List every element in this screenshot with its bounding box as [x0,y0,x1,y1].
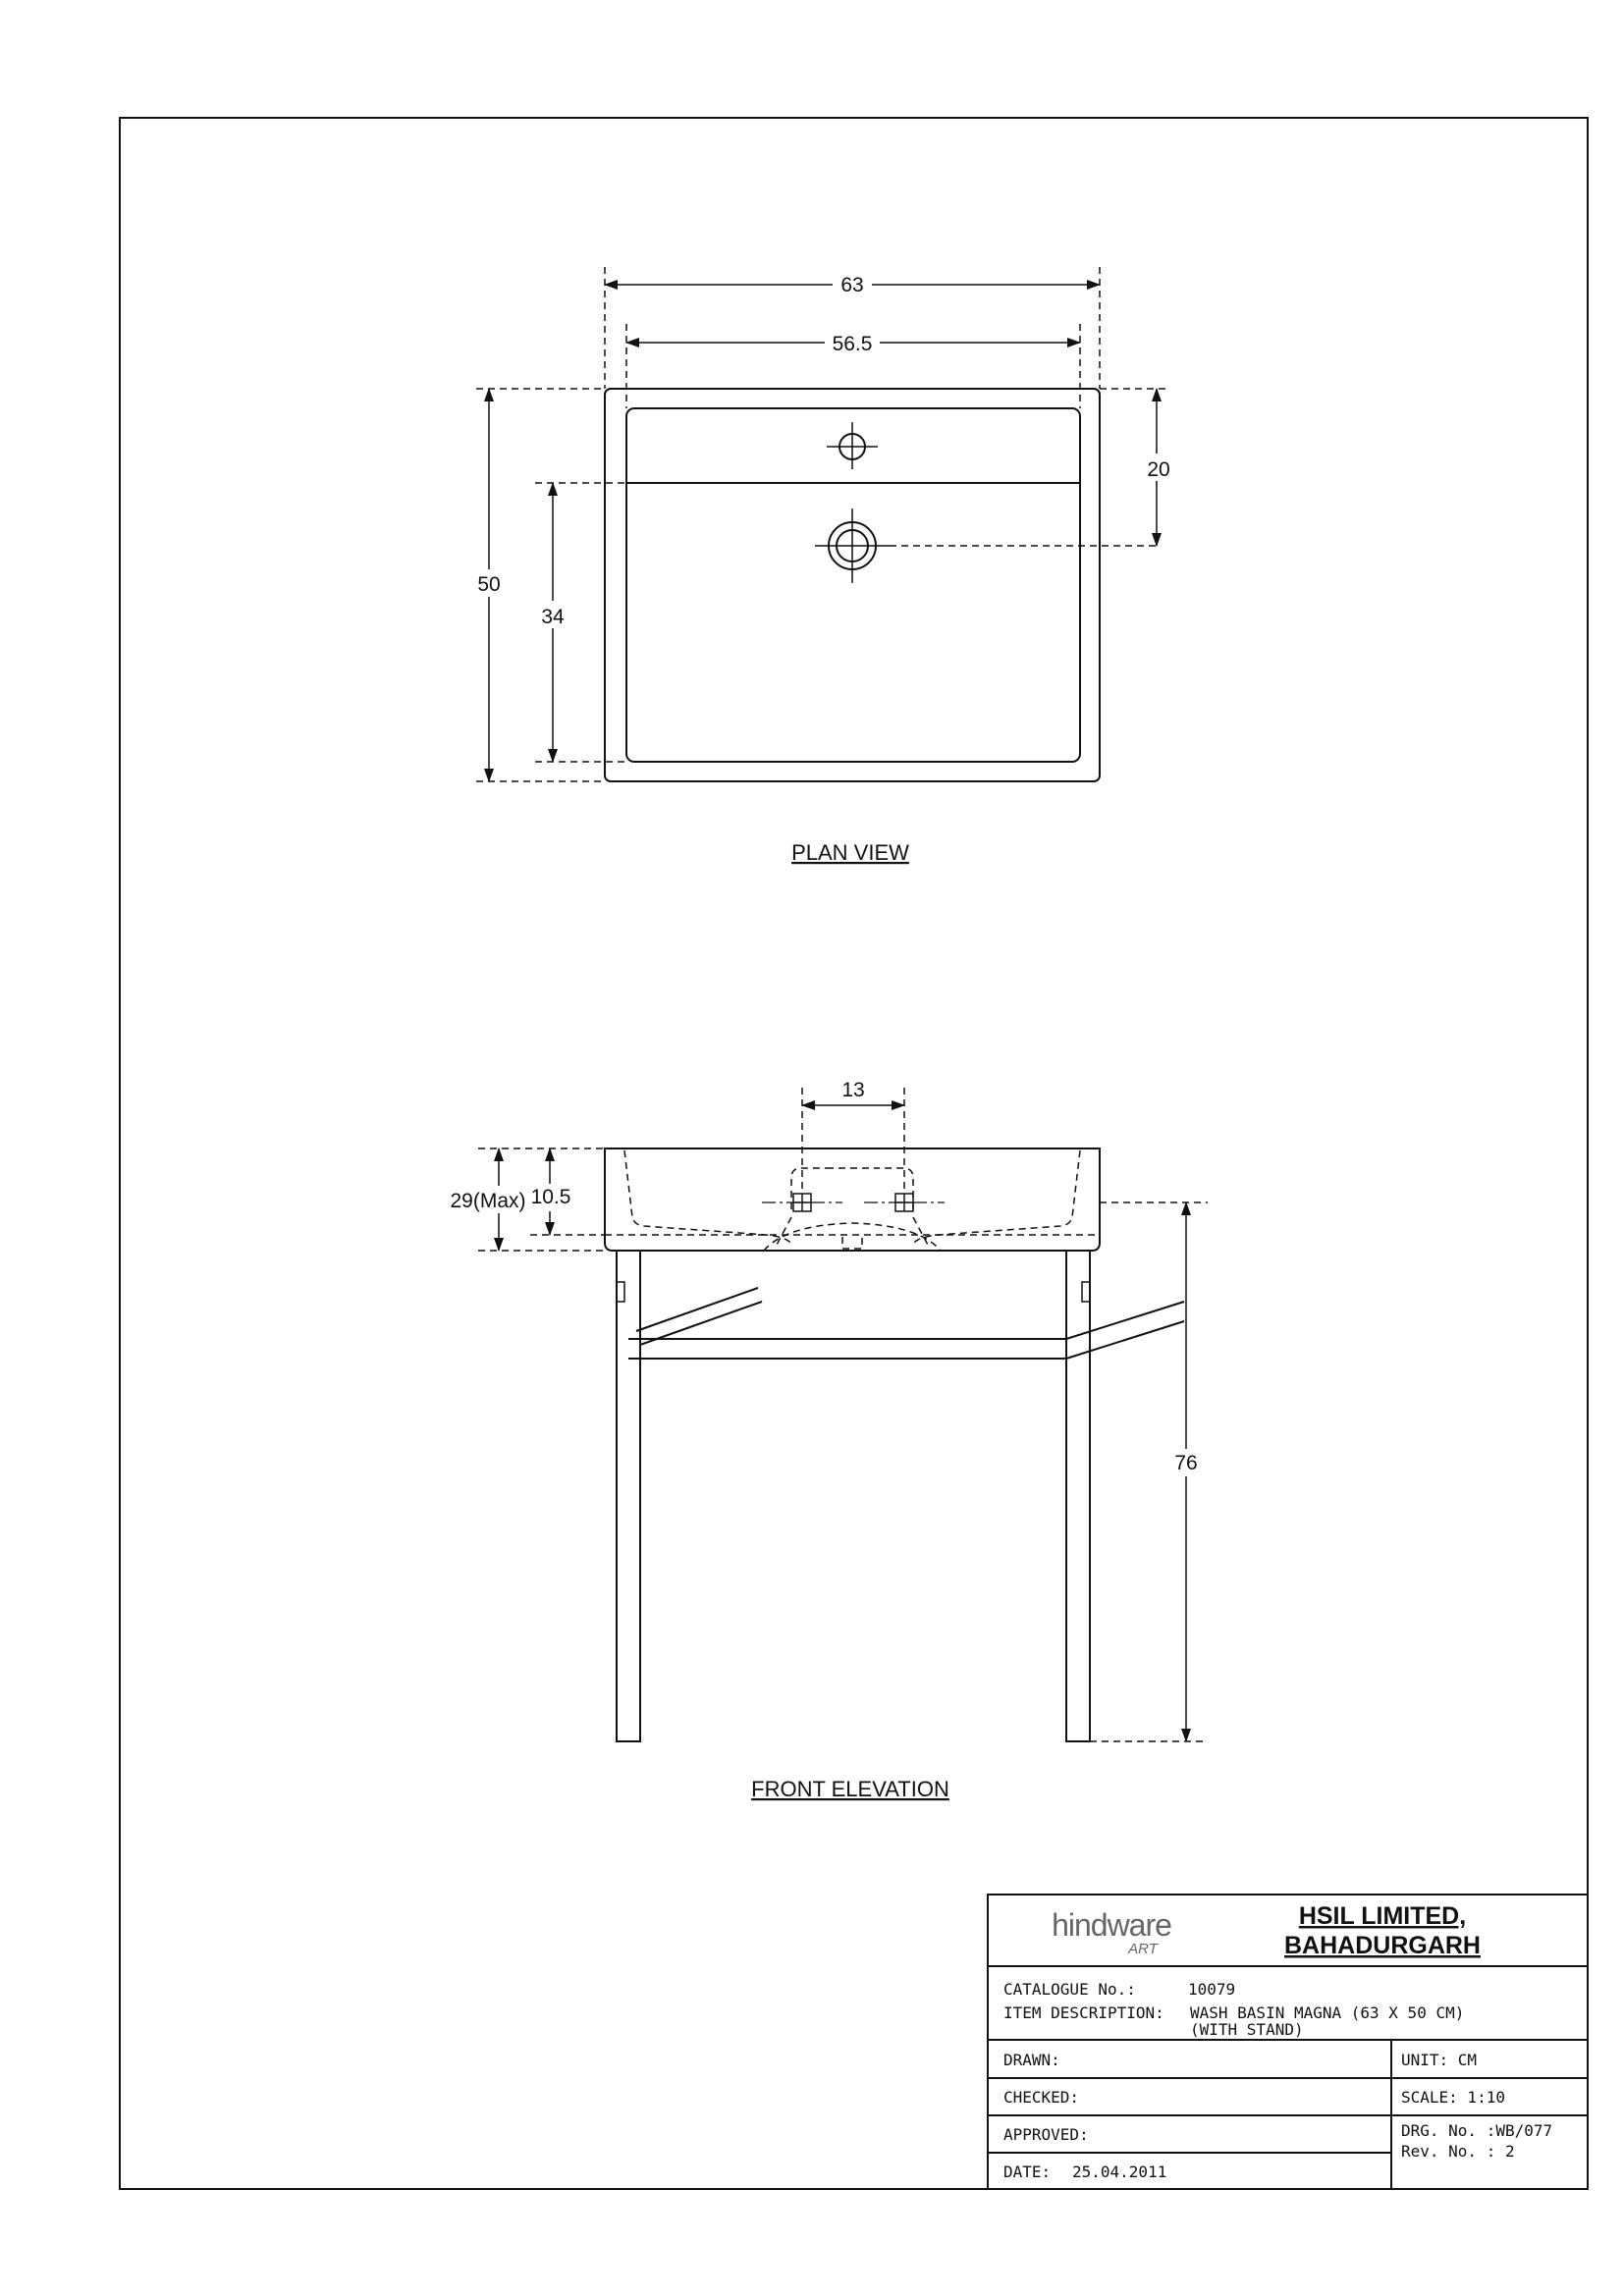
stand-leg-right [1066,1251,1090,1741]
checked-label: CHECKED: [1003,2088,1080,2107]
dim-inner-width: 56.5 [832,333,873,355]
dim-bowl-depth: 34 [541,606,565,628]
firm-name: HSIL LIMITED, [1298,1902,1467,1930]
dim-overall-width: 63 [840,274,864,296]
plan-view-title: PLAN VIEW [791,840,909,865]
elevation-bowl-hidden [624,1150,790,1243]
brand-logo: hindware [1052,1907,1171,1943]
dim-max-height: 29(Max) [450,1190,526,1212]
tap-hole-left-symbol [762,1194,842,1211]
unit-label: UNIT: CM [1401,2051,1478,2069]
item-description-label: ITEM DESCRIPTION: [1003,2003,1164,2022]
revision-number: Rev. No. : 2 [1401,2142,1515,2161]
sheet-border [120,118,1588,2189]
front-elevation [446,1079,1208,1801]
brand-sub-logo: ART [1128,1941,1158,1957]
date-label: DATE: [1003,2163,1052,2181]
catalogue-value: 10079 [1188,1980,1236,1999]
dim-bowl-height: 10.5 [530,1186,571,1208]
title-block [988,1895,1588,2189]
tap-hole-symbol [827,422,878,469]
drawn-label: DRAWN: [1003,2051,1060,2069]
firm-location: BAHADURGARH [1284,1932,1481,1959]
stand-leg-left [617,1251,640,1741]
plan-view [469,267,1178,865]
front-elevation-title: FRONT ELEVATION [751,1777,949,1801]
dim-overall-depth: 50 [477,573,501,596]
scale-label: SCALE: 1:10 [1401,2088,1505,2107]
item-description-value-2: (WITH STAND) [1190,2020,1304,2039]
dim-stand-height: 76 [1174,1452,1198,1474]
dim-waste-offset: 20 [1147,458,1170,481]
tap-hole-right-symbol [864,1194,945,1211]
approved-label: APPROVED: [1003,2125,1089,2144]
item-description-value: WASH BASIN MAGNA (63 X 50 CM) [1190,2003,1465,2022]
drawing-number: DRG. No. :WB/077 [1401,2121,1553,2140]
plan-bowl-outline [626,408,1080,762]
dim-tap-spacing: 13 [841,1079,865,1101]
catalogue-label: CATALOGUE No.: [1003,1980,1136,1999]
date-value: 25.04.2011 [1072,2163,1167,2181]
waste-outlet-symbol [815,508,1159,583]
